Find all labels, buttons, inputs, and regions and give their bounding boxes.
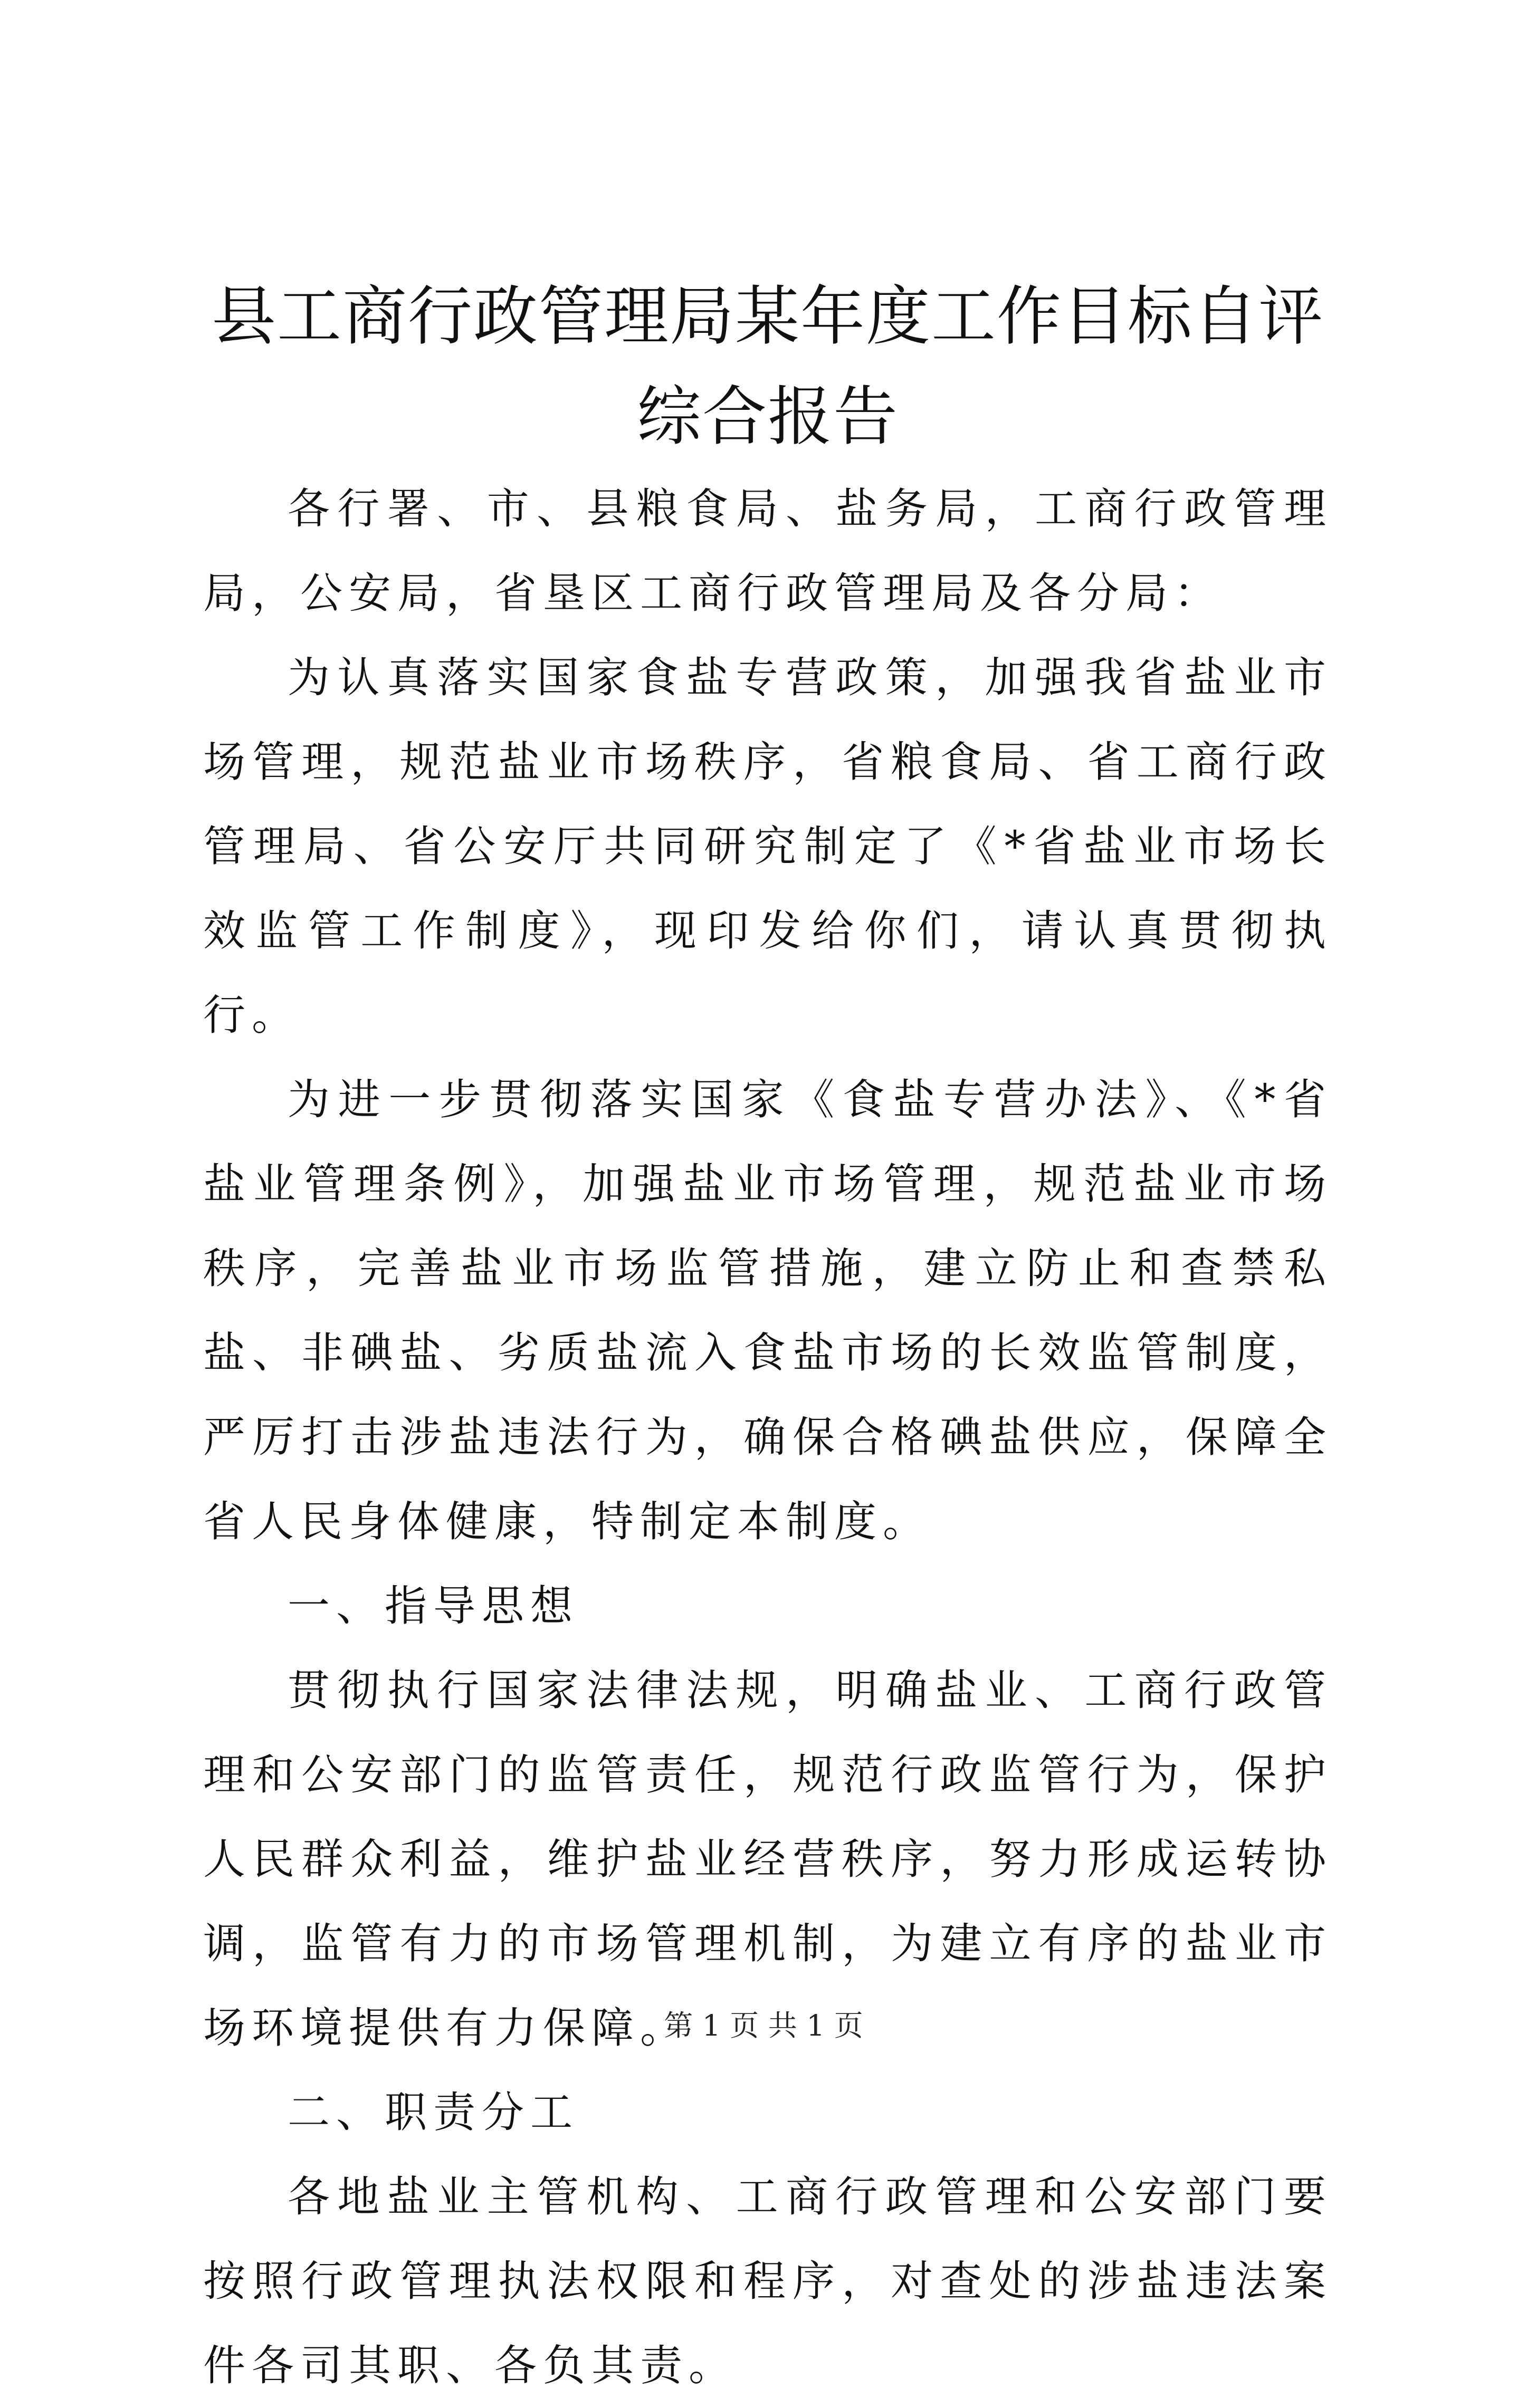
paragraph-responsibilities: 各地盐业主管机构、工商行政管理和公安部门要按照行政管理执法权限和程序，对查处的涉盐违法案件各司其职、各负其责。 xyxy=(203,2172,1332,2390)
section-heading-guiding-ideology: 一、指导思想 xyxy=(288,1581,579,1630)
paragraph-guiding-ideology: 贯彻执行国家法律法规，明确盐业、工商行政管理和公安部门的监管责任，规范行政监管行为，保护人民群众利益，维护盐业经营秩序，努力形成运转协调，监管有力的市场管理机制，为建立有序的盐业市场环境提供有力保障。 xyxy=(203,1666,1332,2052)
document-title: 县工商行政管理局某年度工作目标自评综合报告 xyxy=(212,279,1324,454)
section-heading-responsibilities: 二、职责分工 xyxy=(288,2088,579,2137)
page-footer: 第 1 页 共 1 页 xyxy=(664,2009,863,2042)
paragraph-purpose: 为进一步贯彻落实国家《食盐专营办法》、《*省盐业管理条例》，加强盐业市场管理，规范盐业市场秩序，完善盐业市场监管措施，建立防止和查禁私盐、非碘盐、劣质盐流入食盐市场的长效监管制度，严厉打击涉盐违法行为，确保合格碘盐供应，保障全省人民身体健康，特制定本制度。 xyxy=(203,1075,1332,1546)
document-body xyxy=(203,467,1332,2408)
paragraph-addressees: 各行署、市、县粮食局、盐务局，工商行政管理局，公安局，省垦区工商行政管理局及各分局： xyxy=(203,484,1332,618)
paragraph-notice: 为认真落实国家食盐专营政策，加强我省盐业市场管理，规范盐业市场秩序，省粮食局、省工商行政管理局、省公安厅共同研究制定了《*省盐业市场长效监管工作制度》，现印发给你们，请认真贯彻执行。 xyxy=(203,653,1332,1040)
